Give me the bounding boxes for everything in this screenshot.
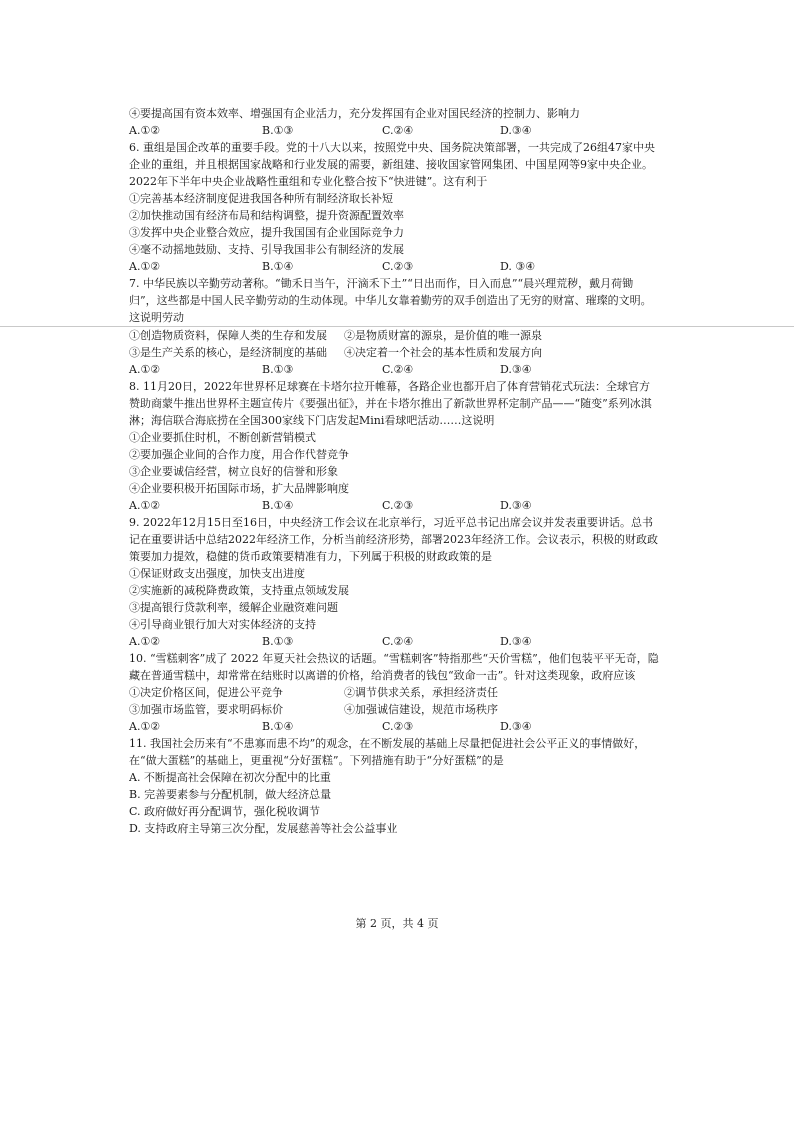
q6-item-2: ②加快推动国有经济布局和结构调整，提升资源配置效率 (129, 209, 404, 222)
q11-option-d[interactable]: D. 支持政府主导第三次分配，发展慈善等社会公益事业 (129, 822, 398, 835)
q7-stem: 7. 中华民族以辛勤劳动著称。“锄禾日当午，汗滴禾下土”“日出而作，日入而息”“晨兴理荒秽，戴月荷锄归”，这些都是中国人民辛勤劳动的生动体现。中华儿女靠着勤劳的双手创造出了无穷的财富、璀璨的文明。这说明劳动 (129, 277, 652, 324)
q6-options (129, 258, 659, 275)
q10-items-row-1 (129, 684, 659, 701)
q11-option-a[interactable]: A. 不断提高社会保障在初次分配中的比重 (129, 771, 331, 784)
q10-items-row-2 (129, 701, 659, 718)
q10-item-2: ②调节供求关系，承担经济责任 (344, 686, 498, 699)
q10-option-c[interactable]: C.②③ (382, 720, 414, 733)
q5-option-d[interactable]: D.③④ (500, 124, 532, 137)
q9-item-4: ④引导商业银行加大对实体经济的支持 (129, 618, 316, 631)
q8-item-2: ②要加强企业间的合作力度，用合作代替竞争 (129, 448, 349, 461)
q9-item-1: ①保证财政支出强度，加快支出进度 (129, 567, 305, 580)
q6-option-c[interactable]: C.②③ (382, 260, 414, 273)
q10-stem: 10. “雪糕刺客”成了 2022 年夏天社会热议的话题。“雪糕刺客”特指那些“天价雪糕”，他们包装平平无奇，隐藏在普通雪糕中，却常常在结账时以离谱的价格，给消费者的钱包“致命一击”。针对这类现象，政府应该 (129, 652, 659, 682)
q7-option-d[interactable]: D.③④ (500, 363, 532, 376)
q7-item-4: ④决定着一个社会的基本性质和发展方向 (344, 346, 542, 359)
q9-item-2: ②实施新的减税降费政策，支持重点领域发展 (129, 584, 349, 597)
q8-options (129, 497, 659, 514)
q8-item-1: ①企业要抓住时机，不断创新营销模式 (129, 431, 316, 444)
q7-items-row-2 (129, 344, 659, 361)
q10-item-1: ①决定价格区间，促进公平竞争 (129, 686, 283, 699)
q5-option-c[interactable]: C.②④ (382, 124, 414, 137)
q6-option-b[interactable]: B.①④ (262, 260, 294, 273)
q7-item-2: ②是物质财富的源泉，是价值的唯一源泉 (344, 329, 542, 342)
q7-item-1: ①创造物质资料，保障人类的生存和发展 (129, 329, 327, 342)
q5-option-b[interactable]: B.①③ (262, 124, 294, 137)
q7-option-a[interactable]: A.①② (129, 363, 161, 376)
q11-option-b[interactable]: B. 完善要素参与分配机制，做大经济总量 (129, 788, 332, 801)
q11-option-c[interactable]: C. 政府做好再分配调节，强化税收调节 (129, 805, 321, 818)
q10-option-a[interactable]: A.①② (129, 720, 161, 733)
q5-option-a[interactable]: A.①② (129, 124, 161, 137)
q11-stem: 11. 我国社会历来有“不患寡而患不均”的观念，在不断发展的基础上尽量把促进社会公平正义的事情做好，在“做大蛋糕”的基础上，更重视“分好蛋糕”。下列措施有助于“分好蛋糕”的是 (129, 737, 646, 767)
q7-option-b[interactable]: B.①③ (262, 363, 294, 376)
q9-stem: 9. 2022年12月15日至16日，中央经济工作会议在北京举行，习近平总书记出席会议并发表重要讲话。总书记在重要讲话中总结2022年经济工作，分析当前经济形势，部署2023年经济工作。会议表示，积极的财政政策要加力提效，稳健的货币政策要精准有力，下列属于积极的财政政策的是 (129, 516, 658, 563)
q7-item-3: ③是生产关系的核心，是经济制度的基础 (129, 346, 327, 359)
q7-items-row-1 (129, 327, 659, 344)
q10-item-3: ③加强市场监管，要求明码标价 (129, 703, 283, 716)
q8-stem: 8. 11月20日，2022年世界杯足球赛在卡塔尔拉开帷幕，各路企业也都开启了体育营销花式玩法：全球官方赞助商蒙牛推出世界杯主题宣传片《要强出征》，并在卡塔尔推出了新款世界杯定制产品——“随变”系列冰淇淋；海信联合海底捞在全国300家线下门店发起Mini看球吧活动……这说明 (129, 380, 652, 427)
q6-stem: 6. 重组是国企改革的重要手段。党的十八大以来，按照党中央、国务院决策部署，一共完成了26组47家中央企业的重组，并且根据国家战略和行业发展的需要，新组建、接收国家管网集团、中国星网等9家中央企业。2022年下半年中央企业战略性重组和专业化整合按下“快进键”。这有利于 (129, 141, 655, 188)
q10-item-4: ④加强诚信建设，规范市场秩序 (344, 703, 498, 716)
q9-item-3: ③提高银行贷款利率，缓解企业融资难问题 (129, 601, 338, 614)
q9-options (129, 633, 659, 650)
page-number-footer: 第 2 页，共 4 页 (355, 917, 439, 930)
q8-option-d[interactable]: D.③④ (500, 499, 532, 512)
q8-option-a[interactable]: A.①② (129, 499, 161, 512)
q8-option-b[interactable]: B.①④ (262, 499, 294, 512)
q9-option-b[interactable]: B.①③ (262, 635, 294, 648)
q7-options (129, 361, 659, 378)
q6-item-3: ③发挥中央企业整合效应，提升我国国有企业国际竞争力 (129, 226, 404, 239)
q9-option-a[interactable]: A.①② (129, 635, 161, 648)
q8-item-3: ③企业要诚信经营，树立良好的信誉和形象 (129, 465, 338, 478)
q10-options (129, 718, 659, 735)
page-content (129, 105, 659, 837)
q6-item-4: ④毫不动摇地鼓励、支持、引导我国非公有制经济的发展 (129, 243, 404, 256)
q10-option-b[interactable]: B.①④ (262, 720, 294, 733)
q10-option-d[interactable]: D.③④ (500, 720, 532, 733)
q6-option-d[interactable]: D. ③④ (500, 260, 536, 273)
q6-option-a[interactable]: A.①② (129, 260, 161, 273)
q9-option-d[interactable]: D.③④ (500, 635, 532, 648)
q8-option-c[interactable]: C.②③ (382, 499, 414, 512)
q7-option-c[interactable]: C.②④ (382, 363, 414, 376)
q5-options (129, 122, 659, 139)
q9-option-c[interactable]: C.②④ (382, 635, 414, 648)
q5-item-4: ④要提高国有资本效率、增强国有企业活力，充分发挥国有企业对国民经济的控制力、影响力 (129, 107, 580, 120)
q8-item-4: ④企业要积极开拓国际市场，扩大品牌影响度 (129, 482, 349, 495)
q6-item-1: ①完善基本经济制度促进我国各种所有制经济取长补短 (129, 192, 393, 205)
